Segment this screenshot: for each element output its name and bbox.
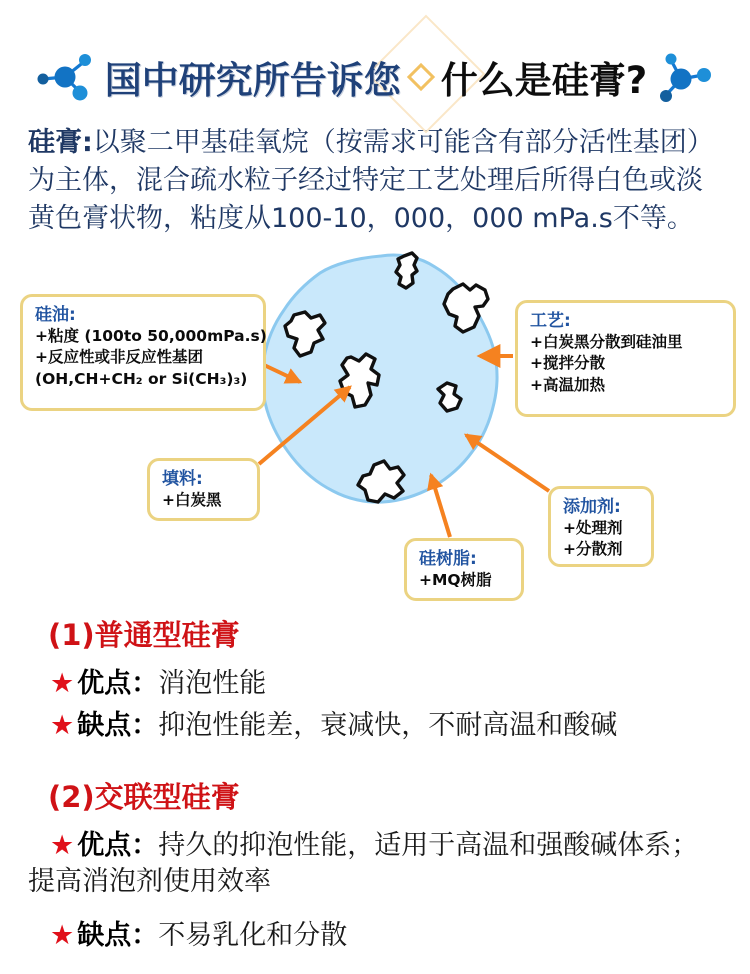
callout-title: 添加剂: [563,497,621,517]
callout-process [515,300,736,417]
callout-line: +分散剂 [563,540,623,559]
point-text: 不易乳化和分散 [158,920,348,951]
callout-title: 填料: [162,469,203,489]
section-heading: (1)普通型硅膏 [48,618,240,652]
page-title-black: 什么是硅膏? [440,59,648,102]
star-icon: ★ [50,830,75,861]
callout-additive [548,486,654,567]
point-text: 抑泡性能差，衰减快，不耐高温和酸碱 [158,710,618,741]
star-icon: ★ [50,668,75,699]
callout-silicone-oil [20,294,266,411]
intro-line: 以聚二甲基硅氧烷（按需求可能含有部分活性基团） [92,127,714,158]
disadvantage-item [28,918,722,954]
header [0,0,750,110]
point-text: 消泡性能 [158,668,267,699]
molecule-icon [35,49,97,105]
advantage-item [28,828,722,900]
callout-line: +粘度 (100to 50,000mPa.s) [35,327,267,346]
callout-silicone-resin [404,538,524,601]
point-label: 优点： [77,830,159,861]
callout-line: +反应性或非反应性基团 [35,348,203,367]
callout-line: +搅拌分散 [530,354,605,373]
intro-line: 黄色膏状物，粘度从100-10，000，000 mPa.s不等。 [28,203,694,234]
molecule-icon [655,49,715,105]
callout-line: +白炭黑 [162,491,222,510]
section-ordinary-silicone-paste [28,616,722,744]
callout-title: 硅树脂: [419,549,477,569]
intro-term: 硅膏: [28,127,93,158]
point-label: 优点： [77,668,159,699]
section-crosslinked-silicone-paste [28,778,722,954]
silicone-paste-diagram [0,244,750,602]
page-title-blue: 国中研究所告诉您 [104,59,401,102]
callout-filler [147,458,260,521]
intro-paragraph [28,124,726,238]
callout-title: 工艺: [530,311,571,331]
point-text: 持久的抑泡性能，适用于高温和强酸碱体系；提高消泡剂使用效率 [28,830,699,897]
point-label: 缺点： [77,920,159,951]
advantage-item [28,666,722,702]
callout-line: (OH,CH+CH₂ or Si(CH₃)₃) [35,369,248,388]
callout-title: 硅油: [35,305,76,325]
callout-line: +处理剂 [563,519,623,538]
intro-line: 为主体，混合疏水粒子经过特定工艺处理后所得白色或淡 [28,165,703,196]
point-label: 缺点： [77,710,159,741]
star-icon: ★ [50,920,75,951]
disadvantage-item [28,708,722,744]
callout-line: +高温加热 [530,375,605,394]
callout-line: +白炭黑分散到硅油里 [530,333,683,352]
star-icon: ★ [50,710,75,741]
section-heading: (2)交联型硅膏 [48,780,240,814]
callout-line: +MQ树脂 [419,571,492,590]
